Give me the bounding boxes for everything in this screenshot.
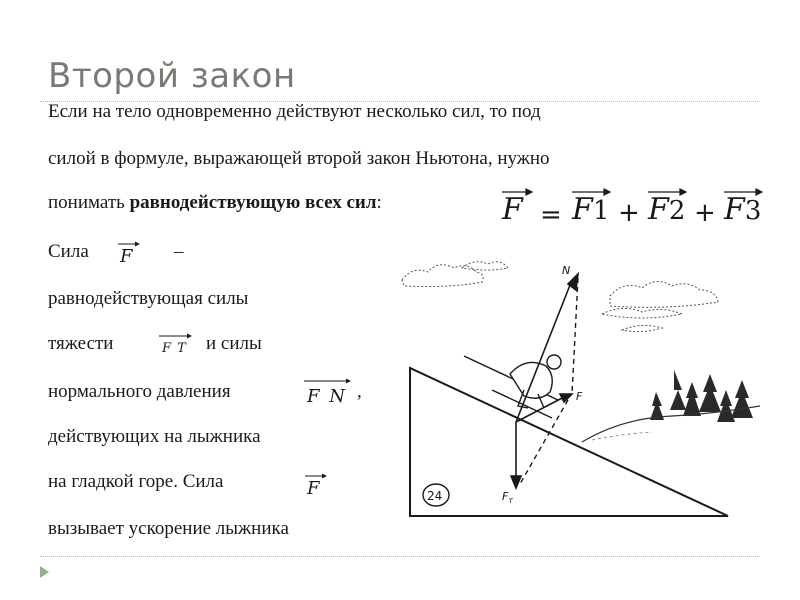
formula-term-F2: F2: [648, 192, 686, 227]
label-FT: $F_т$: [502, 490, 513, 505]
footer-divider: [40, 556, 760, 557]
vector-FN-inline: F N: [303, 377, 353, 409]
formula-plus-1: +: [618, 198, 640, 228]
incline: [410, 368, 728, 516]
paragraph-line-1: Если на тело одновременно действуют несколько сил, то под: [48, 101, 541, 122]
paragraph-line-8: действующих на лыжника: [48, 426, 261, 447]
line3-prefix: понимать: [48, 192, 130, 213]
paragraph-line-10: вызывает ускорение лыжника: [48, 518, 289, 539]
vector-FT-inline: F T: [158, 332, 194, 362]
formula-equals: =: [540, 200, 562, 230]
formula-plus-2: +: [694, 198, 716, 228]
paragraph-line-5: равнодействующая силы: [48, 288, 249, 309]
paragraph-line-7-comma: ,: [357, 381, 362, 402]
resultant-force-term: равнодействующую всех сил: [129, 192, 377, 213]
formula-term-F1: F1: [572, 192, 610, 227]
paragraph-line-3: [48, 192, 382, 214]
paragraph-line-7-prefix: нормального давления: [48, 381, 231, 402]
next-slide-arrow-icon[interactable]: [40, 566, 49, 578]
label-N: N: [562, 264, 571, 277]
newton-second-law-formula: [500, 186, 770, 238]
figure-number: 24: [427, 489, 443, 503]
skier-diagram-svg: [392, 250, 760, 522]
vector-F-inline-2: F: [304, 472, 328, 502]
vector-F-inline-1: F: [117, 240, 141, 270]
hill-line: [582, 406, 760, 442]
line3-colon: :: [376, 192, 382, 213]
label-F: F: [576, 390, 583, 403]
paragraph-line-4-prefix: Сила: [48, 241, 89, 262]
skier-figure: [464, 355, 561, 418]
clouds: [402, 262, 718, 332]
slide-title: Второй закон: [48, 56, 296, 96]
formula-term-F3: F3: [724, 192, 762, 227]
skier-force-diagram: [392, 250, 760, 522]
paragraph-line-2: силой в формуле, выражающей второй закон Ньютона, нужно: [48, 148, 550, 169]
paragraph-line-6-prefix: тяжести: [48, 333, 114, 354]
paragraph-line-6-suffix: и силы: [206, 333, 262, 354]
paragraph-line-4-dash: –: [174, 241, 184, 262]
paragraph-line-9-prefix: на гладкой горе. Сила: [48, 471, 224, 492]
formula-lhs-F: F: [502, 192, 523, 227]
